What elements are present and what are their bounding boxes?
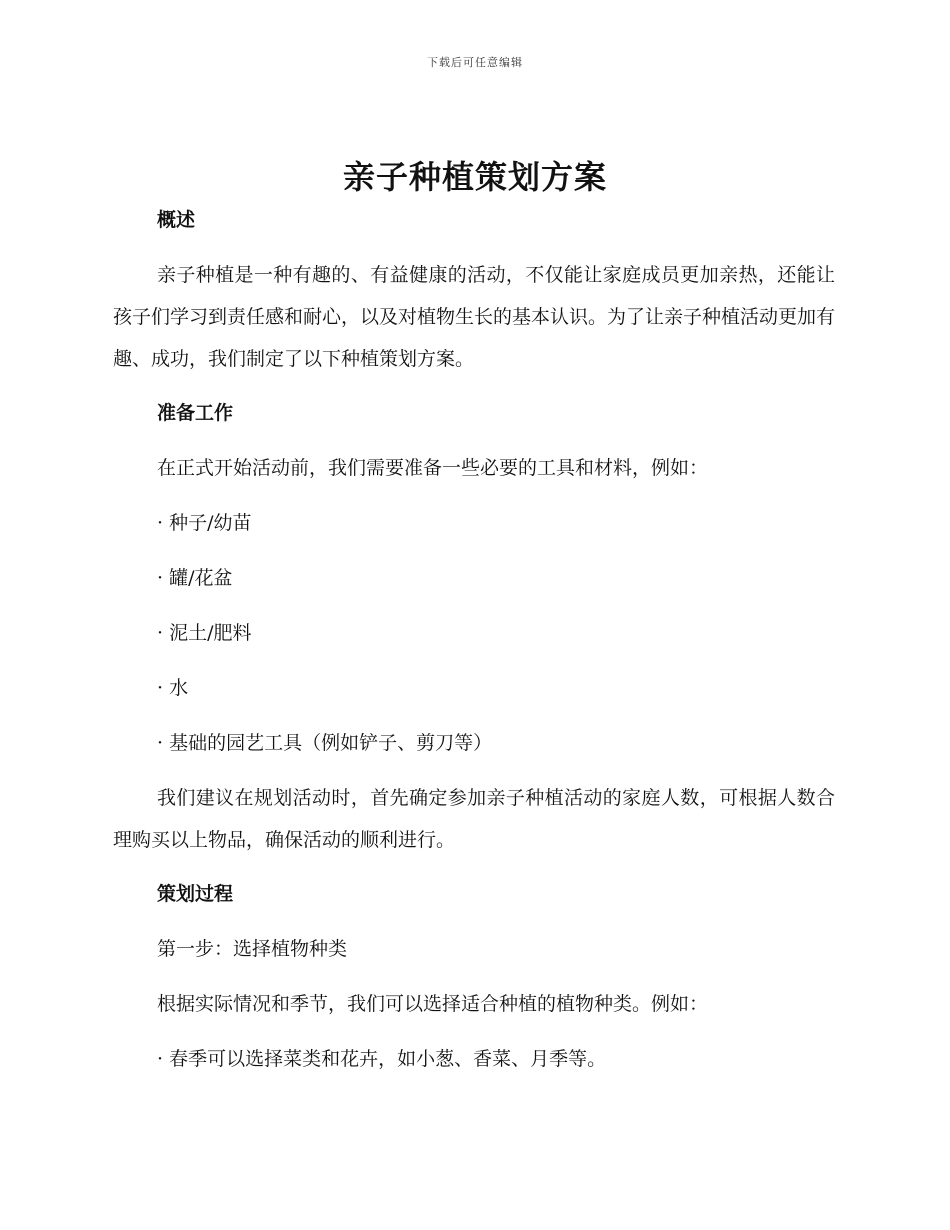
section-heading-preparation: 准备工作 bbox=[157, 402, 234, 424]
list-item: · 泥土/肥料 bbox=[157, 622, 252, 644]
planning-intro: 根据实际情况和季节，我们可以选择适合种植的植物种类。例如： bbox=[157, 993, 709, 1015]
preparation-intro: 在正式开始活动前，我们需要准备一些必要的工具和材料，例如： bbox=[157, 457, 709, 479]
document-title: 亲子种植策划方案 bbox=[342, 158, 607, 196]
overview-paragraph: 亲子种植是一种有趣的、有益健康的活动，不仅能让家庭成员更加亲热，还能让孩子们学习到责任感和耐心，以及对植物生长的基本认识。为了让亲子种植活动更加有趣、成功，我们制定了以下种植策划方案。 bbox=[113, 264, 836, 370]
page-header: 下载后可任意编辑 bbox=[427, 56, 523, 69]
list-item: · 基础的园艺工具（例如铲子、剪刀等） bbox=[157, 732, 493, 754]
step-label: 第一步：选择植物种类 bbox=[157, 938, 348, 960]
list-item: · 种子/幼苗 bbox=[157, 512, 252, 534]
list-item: · 罐/花盆 bbox=[157, 567, 233, 589]
list-item: · 春季可以选择菜类和花卉，如小葱、香菜、月季等。 bbox=[157, 1048, 607, 1070]
list-item: · 水 bbox=[157, 677, 189, 699]
section-heading-planning: 策划过程 bbox=[157, 883, 234, 905]
section-heading-overview: 概述 bbox=[157, 209, 196, 231]
document-body bbox=[113, 200, 835, 1080]
preparation-paragraph: 我们建议在规划活动时，首先确定参加亲子种植活动的家庭人数，可根据人数合理购买以上物品，确保活动的顺利进行。 bbox=[113, 787, 835, 851]
